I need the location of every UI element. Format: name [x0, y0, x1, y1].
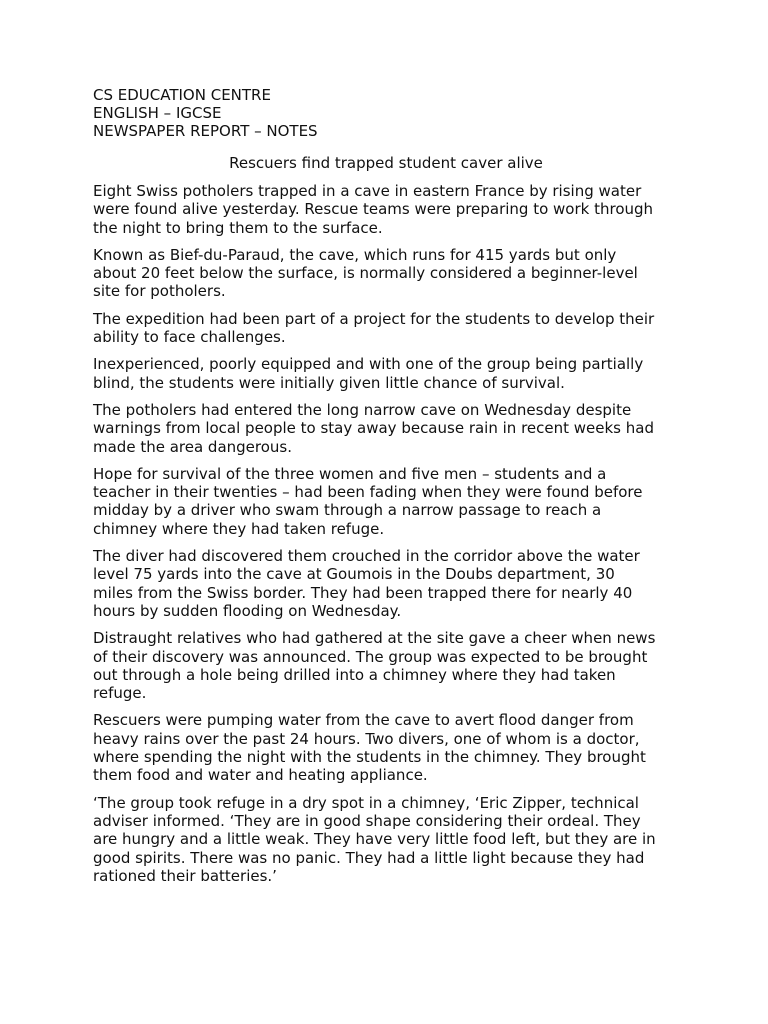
paragraph-line: them food and water and heating appliance. — [93, 766, 428, 785]
paragraph-line: teacher in their twenties – had been fading when they were found before — [93, 483, 643, 502]
paragraph-line: ‘The group took refuge in a dry spot in a chimney, ‘Eric Zipper, technical — [93, 793, 639, 812]
paragraph-line: ability to face challenges. — [93, 328, 286, 347]
article-paragraph — [93, 401, 679, 456]
header-school-name: CS EDUCATION CENTRE — [93, 86, 271, 104]
paragraph-line: were found alive yesterday. Rescue teams were preparing to work through — [93, 200, 654, 219]
paragraph-line: Known as Bief-du-Paraud, the cave, which runs for 415 yards but only — [93, 245, 617, 264]
paragraph-line: made the area dangerous. — [93, 437, 292, 456]
paragraph-line: Rescuers were pumping water from the cave to avert flood danger from — [93, 711, 634, 730]
paragraph-line: rationed their batteries.’ — [93, 866, 277, 885]
paragraph-line: miles from the Swiss border. They had been trapped there for nearly 40 — [93, 583, 633, 602]
paragraph-line: hours by sudden flooding on Wednesday. — [93, 601, 402, 620]
paragraph-line: Hope for survival of the three women and five men – students and a — [93, 464, 607, 483]
paragraph-line: Eight Swiss potholers trapped in a cave in eastern France by rising water — [93, 182, 642, 200]
paragraph-line: adviser informed. ‘They are in good shape considering their ordeal. They — [93, 811, 641, 830]
paragraph-line: about 20 feet below the surface, is normally considered a beginner-level — [93, 264, 638, 283]
article-paragraph — [93, 465, 679, 538]
paragraph-line: midday by a driver who swam through a narrow passage to reach a — [93, 501, 602, 520]
paragraph-line: Inexperienced, poorly equipped and with one of the group being partially — [93, 355, 644, 374]
article-body — [93, 182, 679, 885]
article-paragraph — [93, 629, 679, 702]
article-paragraph — [93, 547, 679, 620]
article-paragraph — [93, 246, 679, 301]
article-paragraph — [93, 355, 679, 392]
paragraph-line: good spirits. There was no panic. They had a little light because they had — [93, 848, 645, 867]
paragraph-line: blind, the students were initially given little chance of survival. — [93, 373, 565, 392]
paragraph-line: The potholers had entered the long narrow cave on Wednesday despite — [93, 400, 632, 419]
paragraph-line: where spending the night with the students in the chimney. They brought — [93, 748, 646, 767]
paragraph-line: The expedition had been part of a project for the students to develop their — [93, 309, 655, 328]
article-title: Rescuers find trapped student caver alive — [229, 154, 543, 172]
header-subject: ENGLISH – IGCSE — [93, 104, 222, 122]
header-document-type: NEWSPAPER REPORT – NOTES — [93, 122, 318, 140]
paragraph-line: The diver had discovered them crouched in the corridor above the water — [93, 547, 640, 566]
document-page — [93, 86, 679, 894]
paragraph-line: are hungry and a little weak. They have very little food left, but they are in — [93, 830, 656, 849]
paragraph-line: heavy rains over the past 24 hours. Two divers, one of whom is a doctor, — [93, 729, 640, 748]
article-paragraph — [93, 182, 679, 237]
paragraph-line: Distraught relatives who had gathered at the site gave a cheer when news — [93, 629, 656, 648]
paragraph-line: chimney where they had taken refuge. — [93, 519, 385, 538]
paragraph-line: out through a hole being drilled into a chimney where they had taken — [93, 665, 616, 684]
paragraph-line: site for potholers. — [93, 282, 226, 301]
paragraph-line: refuge. — [93, 684, 147, 703]
paragraph-line: the night to bring them to the surface. — [93, 218, 383, 237]
article-paragraph — [93, 794, 679, 885]
article-paragraph — [93, 711, 679, 784]
paragraph-line: level 75 yards into the cave at Goumois in the Doubs department, 30 — [93, 565, 615, 584]
paragraph-line: warnings from local people to stay away because rain in recent weeks had — [93, 419, 654, 438]
paragraph-line: of their discovery was announced. The group was expected to be brought — [93, 647, 648, 666]
article-paragraph — [93, 310, 679, 347]
